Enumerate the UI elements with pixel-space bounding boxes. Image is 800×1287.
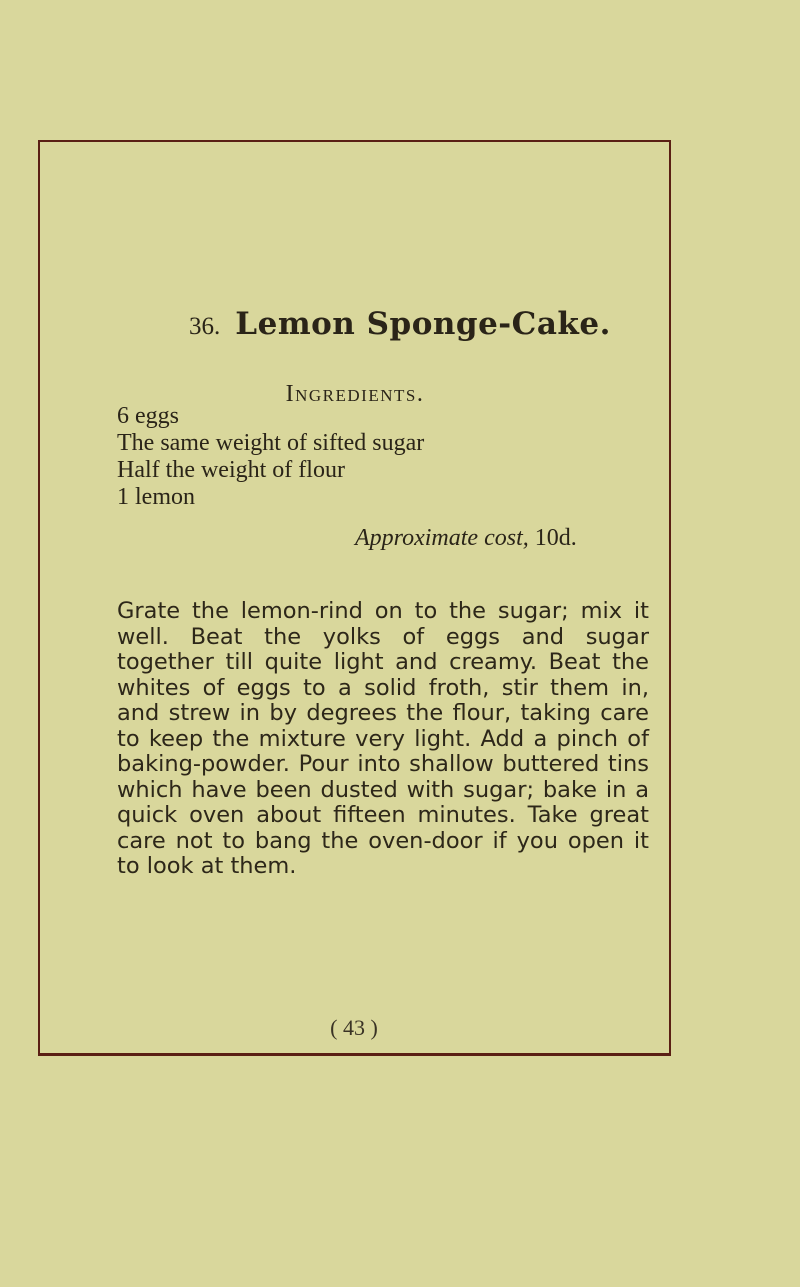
ingredients-list [117, 403, 424, 511]
recipe-number: 36. [189, 313, 221, 340]
ingredient-item: Half the weight of flour [117, 457, 345, 483]
ingredient-item: 6 eggs [117, 403, 179, 429]
approximate-cost [355, 525, 577, 552]
ingredient-item: The same weight of sifted sugar [117, 430, 425, 456]
page-number: ( 43 ) [330, 1015, 378, 1040]
recipe-name: Lemon Sponge-Cake. [235, 306, 611, 342]
ingredients-heading: Ingredients. [285, 381, 425, 407]
cost-label: Approximate cost, [355, 525, 529, 551]
ingredient-item: 1 lemon [117, 484, 195, 510]
cost-value: 10d. [534, 525, 577, 551]
recipe-title [0, 300, 800, 349]
method-paragraph: Grate the lemon-rind on to the sugar; mix it well. Beat the yolks of eggs and sugar together till quite light and creamy. Beat the whites of eggs to a solid froth, stir them in, and strew in by degrees the flour, taking care to keep the mixture very light. Add a pinch of baking-powder. Pour into shallow buttered tins which have been dusted with sugar; bake in a quick oven about fifteen minutes. Take great care not to bang the oven-door if you open it to look at them. [117, 598, 649, 879]
